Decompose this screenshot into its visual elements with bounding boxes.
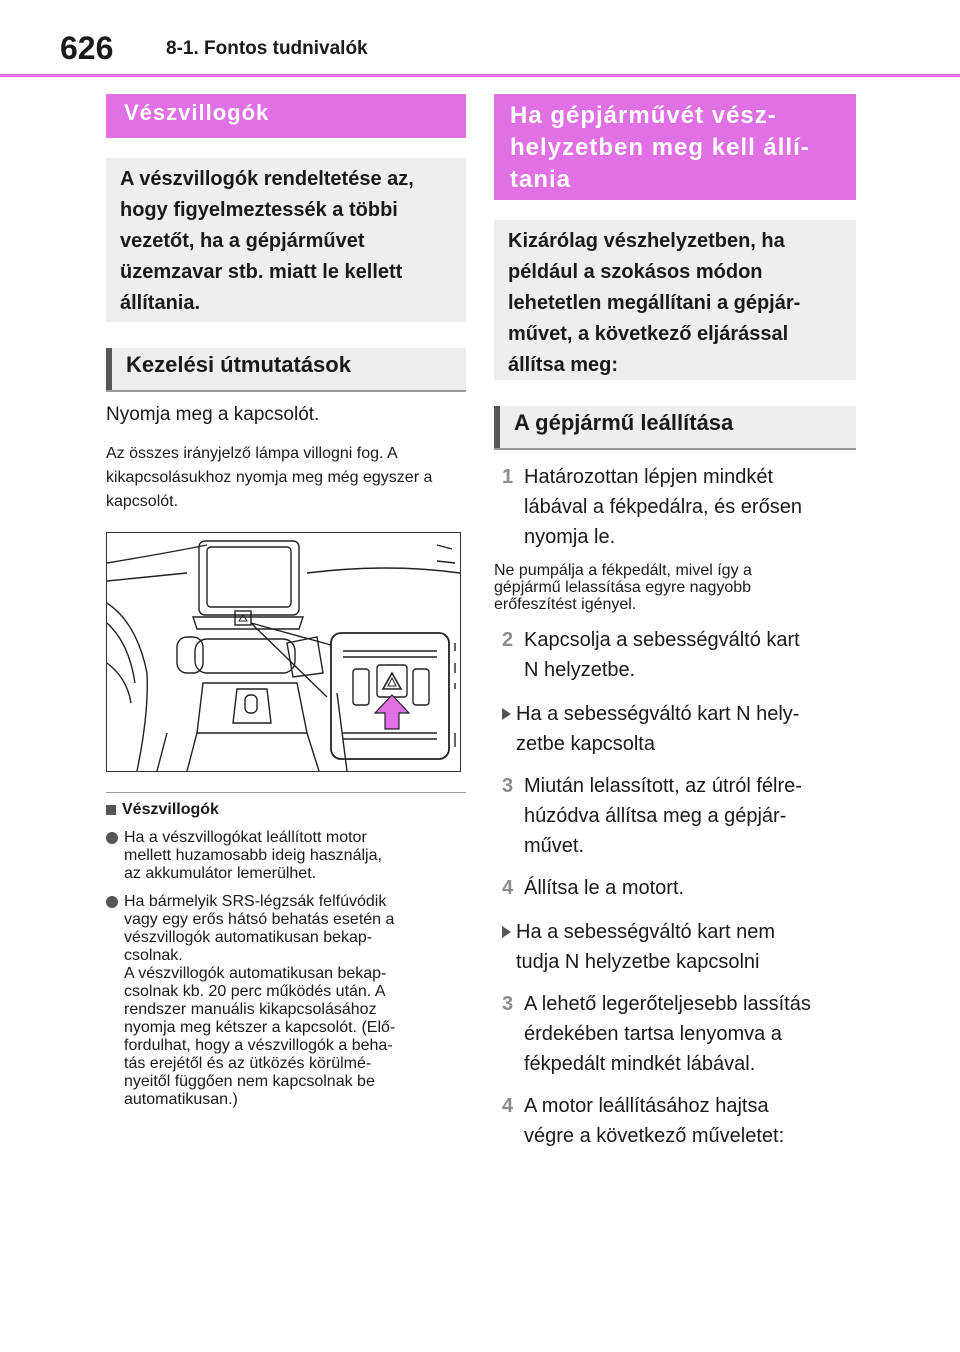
page-number: 626 xyxy=(60,30,114,66)
step-note: Ne pumpálja a fékpedált, mivel így a gépjármű lelassítása egyre nagyobb erőfeszítést igényel. xyxy=(494,562,752,613)
note-text: Ha a vészvillogókat leállított motor mellett huzamosabb ideig használja, az akkumulátor lemerülhet. xyxy=(124,829,382,882)
step-item xyxy=(494,625,856,685)
step-text: A lehető legerőteljesebb lassítás érdekében tartsa lenyomva a fékpedált mindkét lábával. xyxy=(524,993,811,1075)
step-item xyxy=(494,989,856,1079)
round-bullet-icon xyxy=(106,896,118,908)
step-item xyxy=(494,1091,856,1151)
branch-item xyxy=(494,917,856,977)
step-text: A motor leállításához hajtsa végre a következő műveletet: xyxy=(524,1095,785,1147)
round-bullet-icon xyxy=(106,832,118,844)
step-item xyxy=(494,462,856,552)
left-column xyxy=(106,94,466,1109)
dashboard-drawing xyxy=(107,533,460,771)
step-number: 1 xyxy=(502,466,514,488)
hazard-triangle-icon xyxy=(239,615,247,621)
note-item xyxy=(106,829,466,883)
square-bullet-icon xyxy=(106,805,116,815)
step-text: Határozottan lépjen mindkét lábával a fékpedálra, és erősen nyomja le. xyxy=(524,466,802,548)
step-item xyxy=(494,873,856,903)
step-text: Miután lelassított, az útról félre- húzódva állítsa meg a gépjár- művet. xyxy=(524,775,802,857)
page-header xyxy=(0,0,960,78)
press-arrow-icon xyxy=(375,695,409,729)
triangle-bullet-icon xyxy=(494,917,516,977)
triangle-bullet-icon xyxy=(494,699,516,759)
section-title: 8-1. Fontos tudnivalók xyxy=(166,38,368,59)
step-number: 2 xyxy=(502,629,514,651)
step-number: 4 xyxy=(502,877,514,899)
notes-title-text: Vészvillogók xyxy=(122,801,219,818)
step-number: 4 xyxy=(502,1095,514,1117)
instructions-rule xyxy=(106,390,466,392)
stop-vehicle-rule xyxy=(494,448,856,450)
step-number: 3 xyxy=(502,993,514,1015)
step-text: Állítsa le a motort. xyxy=(524,877,685,899)
emergency-stop-heading xyxy=(494,94,856,200)
emergency-stop-heading-text: Ha gépjárművét vész- helyzetben meg kell állí- tania xyxy=(510,102,810,193)
branch-text: Ha a sebességváltó kart N hely- zetbe kapcsolta xyxy=(516,703,800,755)
notes-divider xyxy=(106,792,466,793)
step-item xyxy=(494,771,856,861)
step-text: Kapcsolja a sebességváltó kart N helyzetbe. xyxy=(524,629,800,681)
branch-item xyxy=(494,699,856,759)
press-switch-text: Nyomja meg a kapcsolót. xyxy=(106,404,320,425)
emergency-stop-intro: Kizárólag vészhelyzetben, ha például a szokásos módon lehetetlen megállítani a gépjár-művet, a következő eljárással állítsa meg: xyxy=(494,220,856,380)
notes-title xyxy=(106,801,466,819)
instructions-heading: Kezelési útmutatások xyxy=(106,348,466,390)
dashboard-illustration xyxy=(106,532,461,772)
press-switch-detail: Az összes irányjelző lámpa villogni fog. A kikapcsolásukhoz nyomja meg még egyszer a kapcsolót. xyxy=(106,445,433,510)
right-column xyxy=(494,94,856,1151)
stop-vehicle-heading: A gépjármű leállítása xyxy=(494,406,856,448)
hazard-lights-heading: Vészvillogók xyxy=(106,94,466,138)
header-rule xyxy=(0,74,960,77)
hazard-lights-intro: A vészvillogók rendeltetése az, hogy figyelmeztessék a többi vezetőt, ha a gépjárművet üzemzavar stb. miatt le kellett állítania. xyxy=(106,158,466,322)
note-item xyxy=(106,893,466,1109)
note-text: Ha bármelyik SRS-légzsák felfúvódik vagy egy erős hátsó behatás esetén a vészvillogók automatikusan bekap- csolnak. A vészvillogók automatikusan bekap- csolnak kb. 20 perc működés után. A rendszer manuális kikapcsolásához nyomja meg kétszer a kapcsolót. (Elő- fordulhat, hogy a vészvillogók a beha- tás erejétől és az ütközés körülmé- nyeitől függően nem kapcsolnak be automatikusan.) xyxy=(124,893,396,1108)
step-number: 3 xyxy=(502,775,514,797)
branch-text: Ha a sebességváltó kart nem tudja N helyzetbe kapcsolni xyxy=(516,921,776,973)
